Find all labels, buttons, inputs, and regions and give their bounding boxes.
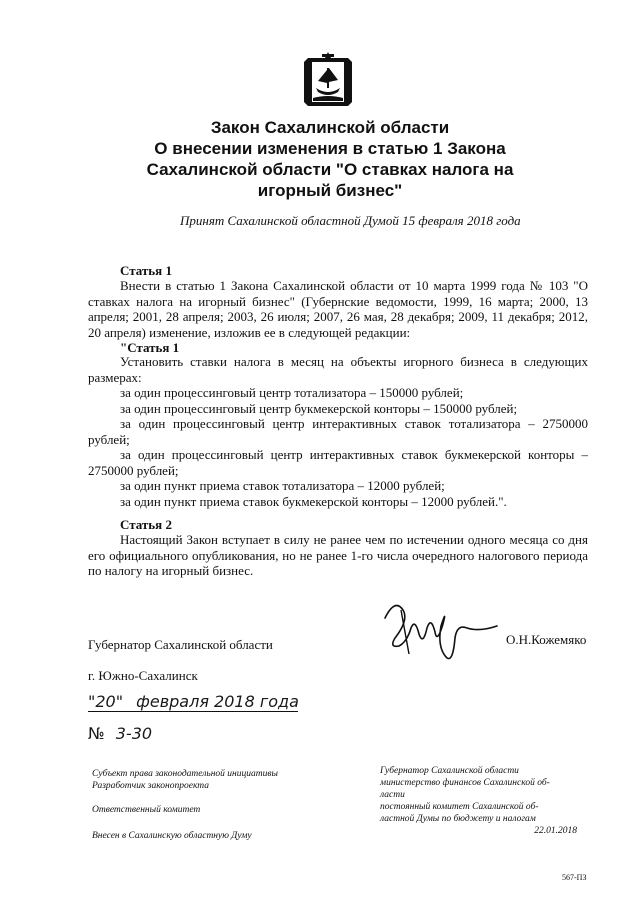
handwritten-number (88, 724, 152, 743)
rates-intro: Установить ставки налога в месяц на объекты игорного бизнеса в следующих размерах: (88, 354, 588, 385)
number-sign: № (88, 724, 105, 743)
article-1-intro: Внести в статью 1 Закона Сахалинской области от 10 марта 1999 года № 103 "О ставках налога на игорный бизнес" (Губернские ведомости, 1999, 16 марта; 2000, 13 апреля; 2001, 28 апреля; 2003, 26 июля; 2007, 26 мая, 28 декабря; 2009, 11 декабря; 2012, 20 апреля) изменение, изложив ее в следующей редакции: (88, 278, 588, 340)
title-line-2: О внесении изменения в статью 1 Закона (154, 139, 506, 158)
footer-right-block (380, 765, 585, 837)
coat-of-arms-emblem (300, 50, 356, 112)
rate-item: за один процессинговый центр интерактивных ставок букмекерской конторы – 2750000 рублей; (88, 447, 588, 478)
footer-right-line: ласти (380, 790, 405, 800)
quoted-article-heading: "Статья 1 (120, 340, 180, 355)
footer-right-line: постоянный комитет Сахалинской об- (380, 802, 539, 812)
article-1-heading: Статья 1 (120, 263, 172, 278)
rate-item: за один процессинговый центр интерактивных ставок тотализатора – 2750000 рублей; (88, 416, 588, 447)
title-line-3: Сахалинской области "О ставках налога на (146, 160, 514, 179)
article-2-text: Настоящий Закон вступает в силу не ранее чем по истечении одного месяца со дня его официального опубликования, но не ранее 1-го числа очередного налогового периода по налогу на игорный бизнес. (88, 532, 588, 578)
footer-left-line: Разработчик законопроекта (92, 781, 210, 791)
rate-item: за один процессинговый центр букмекерской конторы – 150000 рублей; (120, 401, 518, 416)
document-code: 567-ПЗ (562, 873, 587, 882)
rate-item: за один пункт приема ставок букмекерской конторы – 12000 рублей.". (120, 494, 507, 509)
rate-item: за один процессинговый центр тотализатора – 150000 рублей; (120, 385, 464, 400)
rate-item: за один пункт приема ставок тотализатора – 12000 рублей; (120, 478, 445, 493)
date-month-year: февраля 2018 года (136, 692, 299, 711)
article-2-heading: Статья 2 (120, 517, 172, 532)
date-underline (88, 711, 298, 712)
number-value: 3-30 (115, 724, 153, 743)
document-title (120, 117, 540, 201)
handwritten-date (88, 692, 299, 711)
signatory-name: О.Н.Кожемяко (506, 632, 587, 647)
footer-left-line: Субъект права законодательной инициативы (92, 769, 278, 779)
title-line-1: Закон Сахалинской области (210, 118, 450, 137)
footer-left-line: Ответственный комитет (92, 805, 201, 815)
footer-right-line: Губернатор Сахалинской области (380, 766, 519, 776)
footer-right-date: 22.01.2018 (534, 826, 577, 836)
city-name: г. Южно-Сахалинск (88, 668, 198, 683)
footer-right-line: министерство финансов Сахалинской об- (380, 778, 550, 788)
footer-left-block (92, 768, 278, 842)
footer-right-line: ластной Думы по бюджету и налогам (380, 814, 536, 824)
signatory-position: Губернатор Сахалинской области (88, 637, 273, 652)
handwritten-signature (375, 588, 505, 673)
date-day: "20" (88, 692, 124, 711)
footer-left-line: Внесен в Сахалинскую областную Думу (92, 831, 252, 841)
title-line-4: игорный бизнес" (257, 181, 403, 200)
adoption-note: Принят Сахалинской областной Думой 15 февраля 2018 года (180, 213, 521, 228)
